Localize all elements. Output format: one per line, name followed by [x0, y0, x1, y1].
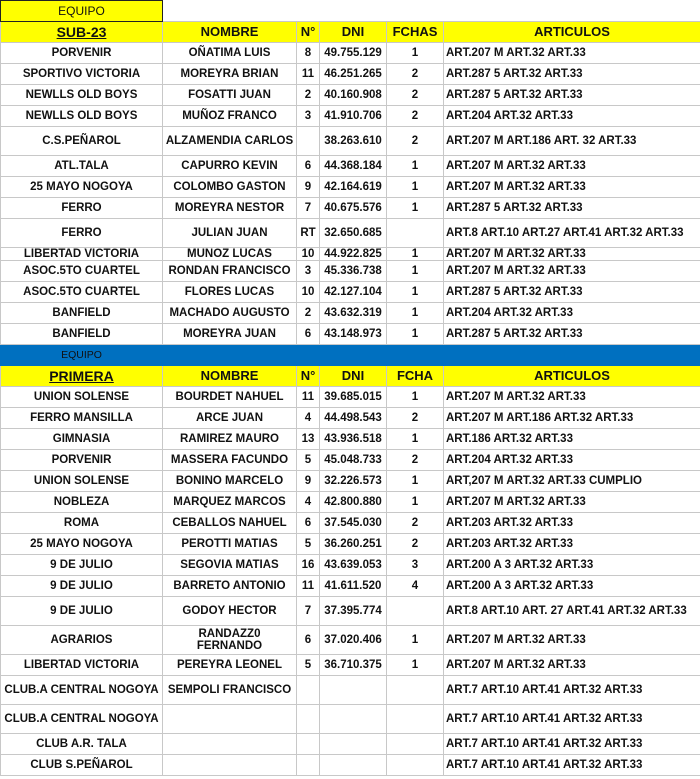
sub23-cell-articulos: ART.207 M ART.32 ART.33: [444, 156, 700, 177]
primera-cell-equipo: 9 DE JULIO: [1, 597, 163, 626]
sub23-cell-nombre: OÑATIMA LUIS: [163, 43, 297, 64]
primera-cell-dni: 39.685.015: [320, 387, 387, 408]
primera-cell-fechas: [387, 705, 444, 734]
sub23-cell-equipo: NEWLLS OLD BOYS: [1, 85, 163, 106]
sub23-cell-articulos: ART.204 ART.32 ART.33: [444, 106, 700, 127]
primera-cell-fechas: [387, 676, 444, 705]
sub23-cell-articulos: ART.207 M ART.32 ART.33: [444, 248, 700, 261]
sub23-cell-num: 11: [297, 64, 320, 85]
primera-cell-articulos: ART.203 ART.32 ART.33: [444, 534, 700, 555]
primera-row: [1, 555, 700, 576]
sub23-cell-dni: 43.148.973: [320, 324, 387, 345]
sub23-cell-equipo: ATL.TALA: [1, 156, 163, 177]
primera-cell-nombre: [163, 734, 297, 755]
primera-cell-equipo: 25 MAYO NOGOYA: [1, 534, 163, 555]
primera-cell-equipo: CLUB.A CENTRAL NOGOYA: [1, 705, 163, 734]
primera-cell-dni: [320, 705, 387, 734]
sub23-cell-fechas: 2: [387, 127, 444, 156]
primera-header-fechas: FCHA: [387, 366, 444, 387]
primera-cell-num: 11: [297, 387, 320, 408]
sub23-row: [1, 261, 700, 282]
sub23-cell-articulos: ART.287 5 ART.32 ART.33: [444, 198, 700, 219]
sub23-cell-fechas: 1: [387, 324, 444, 345]
sub23-cell-nombre: FOSATTI JUAN: [163, 85, 297, 106]
primera-cell-fechas: 4: [387, 576, 444, 597]
primera-row: [1, 576, 700, 597]
sub23-cell-fechas: 1: [387, 282, 444, 303]
sub23-cell-equipo: ASOC.5TO CUARTEL: [1, 282, 163, 303]
sub23-cell-fechas: 2: [387, 64, 444, 85]
primera-equipo-label: EQUIPO: [1, 345, 163, 366]
primera-cell-articulos: ART,207 M ART.32 ART.33 CUMPLIO: [444, 471, 700, 492]
primera-row: [1, 471, 700, 492]
primera-cell-dni: [320, 734, 387, 755]
sub23-cell-nombre: COLOMBO GASTON: [163, 177, 297, 198]
primera-cell-nombre: BONINO MARCELO: [163, 471, 297, 492]
primera-cell-articulos: ART.7 ART.10 ART.41 ART.32 ART.33: [444, 755, 700, 776]
primera-cell-nombre: GODOY HECTOR: [163, 597, 297, 626]
primera-cell-equipo: NOBLEZA: [1, 492, 163, 513]
primera-cell-num: 4: [297, 408, 320, 429]
sub23-row: [1, 177, 700, 198]
primera-row: [1, 734, 700, 755]
sub23-cell-dni: 42.127.104: [320, 282, 387, 303]
primera-row: [1, 429, 700, 450]
sub23-cell-equipo: 25 MAYO NOGOYA: [1, 177, 163, 198]
sub23-header-row: [1, 22, 700, 43]
primera-header-num: N°: [297, 366, 320, 387]
sub23-cell-num: [297, 127, 320, 156]
sub23-cell-dni: 43.632.319: [320, 303, 387, 324]
sub23-cell-articulos: ART.207 M ART.186 ART. 32 ART.33: [444, 127, 700, 156]
sub23-cell-articulos: ART.287 5 ART.32 ART.33: [444, 324, 700, 345]
primera-row: [1, 387, 700, 408]
primera-row: [1, 597, 700, 626]
sub23-cell-num: 2: [297, 303, 320, 324]
primera-header-dni: DNI: [320, 366, 387, 387]
sub23-cell-nombre: ALZAMENDIA CARLOS: [163, 127, 297, 156]
primera-cell-fechas: 2: [387, 513, 444, 534]
sub23-cell-fechas: 1: [387, 303, 444, 324]
primera-cell-equipo: 9 DE JULIO: [1, 576, 163, 597]
primera-row: [1, 755, 700, 776]
sub23-cell-articulos: ART.287 5 ART.32 ART.33: [444, 85, 700, 106]
primera-cell-fechas: [387, 597, 444, 626]
primera-cell-nombre: CEBALLOS NAHUEL: [163, 513, 297, 534]
sub23-cell-nombre: MOREYRA BRIAN: [163, 64, 297, 85]
primera-cell-dni: 36.260.251: [320, 534, 387, 555]
sub23-row: [1, 324, 700, 345]
primera-cell-equipo: AGRARIOS: [1, 626, 163, 655]
primera-cell-dni: 36.710.375: [320, 655, 387, 676]
sub23-cell-nombre: JULIAN JUAN: [163, 219, 297, 248]
primera-cell-articulos: ART.207 M ART.32 ART.33: [444, 387, 700, 408]
primera-cell-equipo: LIBERTAD VICTORIA: [1, 655, 163, 676]
primera-row: [1, 676, 700, 705]
sub23-row: [1, 282, 700, 303]
primera-cell-num: 6: [297, 626, 320, 655]
primera-cell-fechas: 1: [387, 626, 444, 655]
primera-row: [1, 450, 700, 471]
sub23-cell-nombre: MOREYRA NESTOR: [163, 198, 297, 219]
primera-cell-dni: 45.048.733: [320, 450, 387, 471]
primera-cell-equipo: CLUB A.R. TALA: [1, 734, 163, 755]
sub23-cell-dni: 44.922.825: [320, 248, 387, 261]
primera-cell-nombre: SEGOVIA MATIAS: [163, 555, 297, 576]
sub23-cell-articulos: ART.207 M ART.32 ART.33: [444, 177, 700, 198]
primera-header-row: [1, 366, 700, 387]
sub23-cell-articulos: ART.207 M ART.32 ART.33: [444, 43, 700, 64]
primera-cell-dni: 32.226.573: [320, 471, 387, 492]
sub23-row: [1, 106, 700, 127]
primera-row: [1, 492, 700, 513]
sub23-cell-articulos: ART.204 ART.32 ART.33: [444, 303, 700, 324]
primera-cell-num: 9: [297, 471, 320, 492]
sub23-cell-equipo: FERRO: [1, 198, 163, 219]
sub23-cell-nombre: CAPURRO KEVIN: [163, 156, 297, 177]
primera-cell-articulos: ART.7 ART.10 ART.41 ART.32 ART.33: [444, 705, 700, 734]
primera-cell-fechas: 2: [387, 534, 444, 555]
primera-cell-dni: 42.800.880: [320, 492, 387, 513]
primera-header-articulos: ARTICULOS: [444, 366, 700, 387]
sub23-row: [1, 43, 700, 64]
primera-cell-num: 11: [297, 576, 320, 597]
sub23-row: [1, 127, 700, 156]
sub23-header-dni: DNI: [320, 22, 387, 43]
primera-cell-articulos: ART.7 ART.10 ART.41 ART.32 ART.33: [444, 734, 700, 755]
primera-row: [1, 408, 700, 429]
sub23-cell-dni: 42.164.619: [320, 177, 387, 198]
sub23-cell-fechas: 1: [387, 177, 444, 198]
sub23-cell-articulos: ART.287 5 ART.32 ART.33: [444, 64, 700, 85]
primera-cell-articulos: ART.207 M ART.186 ART.32 ART.33: [444, 408, 700, 429]
primera-cell-num: [297, 755, 320, 776]
sub23-cell-num: 10: [297, 248, 320, 261]
primera-cell-dni: 37.020.406: [320, 626, 387, 655]
primera-cell-equipo: GIMNASIA: [1, 429, 163, 450]
sub23-cell-num: 7: [297, 198, 320, 219]
sub23-cell-equipo: SPORTIVO VICTORIA: [1, 64, 163, 85]
primera-cell-dni: 41.611.520: [320, 576, 387, 597]
sub23-cell-equipo: PORVENIR: [1, 43, 163, 64]
primera-cell-dni: 44.498.543: [320, 408, 387, 429]
sub23-cell-num: 6: [297, 324, 320, 345]
primera-cell-nombre: BARRETO ANTONIO: [163, 576, 297, 597]
primera-cell-articulos: ART.203 ART.32 ART.33: [444, 513, 700, 534]
sub23-cell-nombre: MACHADO AUGUSTO: [163, 303, 297, 324]
primera-cell-num: [297, 734, 320, 755]
primera-cell-articulos: ART.204 ART.32 ART.33: [444, 450, 700, 471]
sub23-cell-dni: 32.650.685: [320, 219, 387, 248]
primera-row: [1, 534, 700, 555]
sub23-cell-fechas: [387, 219, 444, 248]
primera-cell-nombre: SEMPOLI FRANCISCO: [163, 676, 297, 705]
sub23-cell-fechas: 1: [387, 43, 444, 64]
primera-cell-equipo: PORVENIR: [1, 450, 163, 471]
primera-cell-num: [297, 676, 320, 705]
sub23-cell-nombre: FLORES LUCAS: [163, 282, 297, 303]
sub23-cell-articulos: ART.207 M ART.32 ART.33: [444, 261, 700, 282]
sub23-header-articulos: ARTICULOS: [444, 22, 700, 43]
primera-cell-dni: [320, 755, 387, 776]
sub23-cell-equipo: C.S.PEÑAROL: [1, 127, 163, 156]
sub23-cell-dni: 40.160.908: [320, 85, 387, 106]
primera-cell-equipo: CLUB S.PEÑAROL: [1, 755, 163, 776]
sub23-cell-articulos: ART.287 5 ART.32 ART.33: [444, 282, 700, 303]
primera-header-title: PRIMERA: [1, 366, 163, 387]
primera-cell-articulos: ART.200 A 3 ART.32 ART.33: [444, 555, 700, 576]
sub23-cell-num: 8: [297, 43, 320, 64]
primera-cell-num: 4: [297, 492, 320, 513]
sub23-row: [1, 198, 700, 219]
primera-cell-fechas: 1: [387, 492, 444, 513]
sub23-cell-fechas: 2: [387, 85, 444, 106]
sub23-cell-dni: 41.910.706: [320, 106, 387, 127]
sub23-row: [1, 303, 700, 324]
primera-row: [1, 626, 700, 655]
primera-cell-articulos: ART.200 A 3 ART.32 ART.33: [444, 576, 700, 597]
primera-equipo-row: [1, 345, 700, 366]
primera-cell-equipo: ROMA: [1, 513, 163, 534]
primera-cell-fechas: 1: [387, 471, 444, 492]
sub23-header-num: N°: [297, 22, 320, 43]
primera-cell-dni: [320, 676, 387, 705]
sub23-row: [1, 248, 700, 261]
primera-cell-nombre: [163, 755, 297, 776]
sub23-cell-num: 3: [297, 261, 320, 282]
primera-cell-fechas: [387, 734, 444, 755]
sub23-cell-num: RT: [297, 219, 320, 248]
sub23-cell-dni: 46.251.265: [320, 64, 387, 85]
primera-cell-num: 5: [297, 534, 320, 555]
sub23-row: [1, 219, 700, 248]
primera-cell-nombre: RANDAZZ0 FERNANDO: [163, 626, 297, 655]
sub23-cell-num: 9: [297, 177, 320, 198]
primera-cell-num: 7: [297, 597, 320, 626]
sub23-row: [1, 64, 700, 85]
sub23-header-fechas: FCHAS: [387, 22, 444, 43]
primera-cell-nombre: PEROTTI MATIAS: [163, 534, 297, 555]
primera-cell-articulos: ART.7 ART.10 ART.41 ART.32 ART.33: [444, 676, 700, 705]
primera-cell-equipo: 9 DE JULIO: [1, 555, 163, 576]
sub23-header-nombre: NOMBRE: [163, 22, 297, 43]
primera-cell-num: 13: [297, 429, 320, 450]
primera-cell-nombre: MARQUEZ MARCOS: [163, 492, 297, 513]
primera-cell-nombre: [163, 705, 297, 734]
primera-cell-fechas: 2: [387, 450, 444, 471]
sub23-cell-fechas: 1: [387, 156, 444, 177]
primera-cell-dni: 37.545.030: [320, 513, 387, 534]
primera-cell-fechas: 3: [387, 555, 444, 576]
sub23-equipo-row: [1, 1, 700, 22]
primera-cell-num: 5: [297, 450, 320, 471]
primera-header-nombre: NOMBRE: [163, 366, 297, 387]
sub23-cell-dni: 38.263.610: [320, 127, 387, 156]
sub23-equipo-label: EQUIPO: [1, 1, 163, 22]
sub23-cell-num: 2: [297, 85, 320, 106]
primera-row: [1, 513, 700, 534]
primera-cell-articulos: ART.186 ART.32 ART.33: [444, 429, 700, 450]
sub23-title: SUB-23: [1, 22, 163, 43]
primera-cell-articulos: ART.8 ART.10 ART. 27 ART.41 ART.32 ART.33: [444, 597, 700, 626]
sub23-cell-nombre: RONDAN FRANCISCO: [163, 261, 297, 282]
sub23-cell-equipo: NEWLLS OLD BOYS: [1, 106, 163, 127]
sub23-cell-dni: 44.368.184: [320, 156, 387, 177]
primera-cell-nombre: ARCE JUAN: [163, 408, 297, 429]
primera-cell-fechas: [387, 755, 444, 776]
primera-cell-fechas: 1: [387, 655, 444, 676]
primera-cell-articulos: ART.207 M ART.32 ART.33: [444, 492, 700, 513]
primera-cell-dni: 43.936.518: [320, 429, 387, 450]
primera-cell-num: 16: [297, 555, 320, 576]
sub23-cell-equipo: LIBERTAD VICTORIA: [1, 248, 163, 261]
sub23-cell-num: 3: [297, 106, 320, 127]
primera-cell-fechas: 2: [387, 408, 444, 429]
sub23-cell-nombre: MUÑOZ LUCAS: [163, 248, 297, 261]
sub23-cell-dni: 40.675.576: [320, 198, 387, 219]
sub23-cell-equipo: ASOC.5TO CUARTEL: [1, 261, 163, 282]
sub23-row: [1, 85, 700, 106]
primera-cell-articulos: ART.207 M ART.32 ART.33: [444, 655, 700, 676]
sub23-cell-fechas: 1: [387, 261, 444, 282]
sub23-cell-fechas: 1: [387, 198, 444, 219]
primera-cell-nombre: RAMIREZ MAURO: [163, 429, 297, 450]
sub23-cell-dni: 49.755.129: [320, 43, 387, 64]
primera-cell-nombre: PEREYRA LEONEL: [163, 655, 297, 676]
primera-row: [1, 655, 700, 676]
primera-cell-num: [297, 705, 320, 734]
sub23-cell-num: 10: [297, 282, 320, 303]
sub23-cell-equipo: BANFIELD: [1, 303, 163, 324]
primera-cell-nombre: MASSERA FACUNDO: [163, 450, 297, 471]
sub23-cell-nombre: MUÑOZ FRANCO: [163, 106, 297, 127]
primera-row: [1, 705, 700, 734]
primera-cell-dni: 37.395.774: [320, 597, 387, 626]
primera-cell-equipo: CLUB.A CENTRAL NOGOYA: [1, 676, 163, 705]
sub23-cell-nombre: MOREYRA JUAN: [163, 324, 297, 345]
primera-cell-equipo: FERRO MANSILLA: [1, 408, 163, 429]
primera-cell-equipo: UNION SOLENSE: [1, 471, 163, 492]
primera-cell-equipo: UNION SOLENSE: [1, 387, 163, 408]
sub23-cell-num: 6: [297, 156, 320, 177]
primera-cell-num: 5: [297, 655, 320, 676]
primera-cell-nombre: BOURDET NAHUEL: [163, 387, 297, 408]
sub23-cell-articulos: ART.8 ART.10 ART.27 ART.41 ART.32 ART.33: [444, 219, 700, 248]
sub23-row: [1, 156, 700, 177]
sub23-cell-equipo: FERRO: [1, 219, 163, 248]
sub23-cell-fechas: 1: [387, 248, 444, 261]
primera-cell-articulos: ART.207 M ART.32 ART.33: [444, 626, 700, 655]
primera-cell-dni: 43.639.053: [320, 555, 387, 576]
sub23-cell-fechas: 2: [387, 106, 444, 127]
sub23-cell-equipo: BANFIELD: [1, 324, 163, 345]
primera-cell-fechas: 1: [387, 387, 444, 408]
primera-cell-fechas: 1: [387, 429, 444, 450]
primera-cell-num: 6: [297, 513, 320, 534]
sub23-cell-dni: 45.336.738: [320, 261, 387, 282]
